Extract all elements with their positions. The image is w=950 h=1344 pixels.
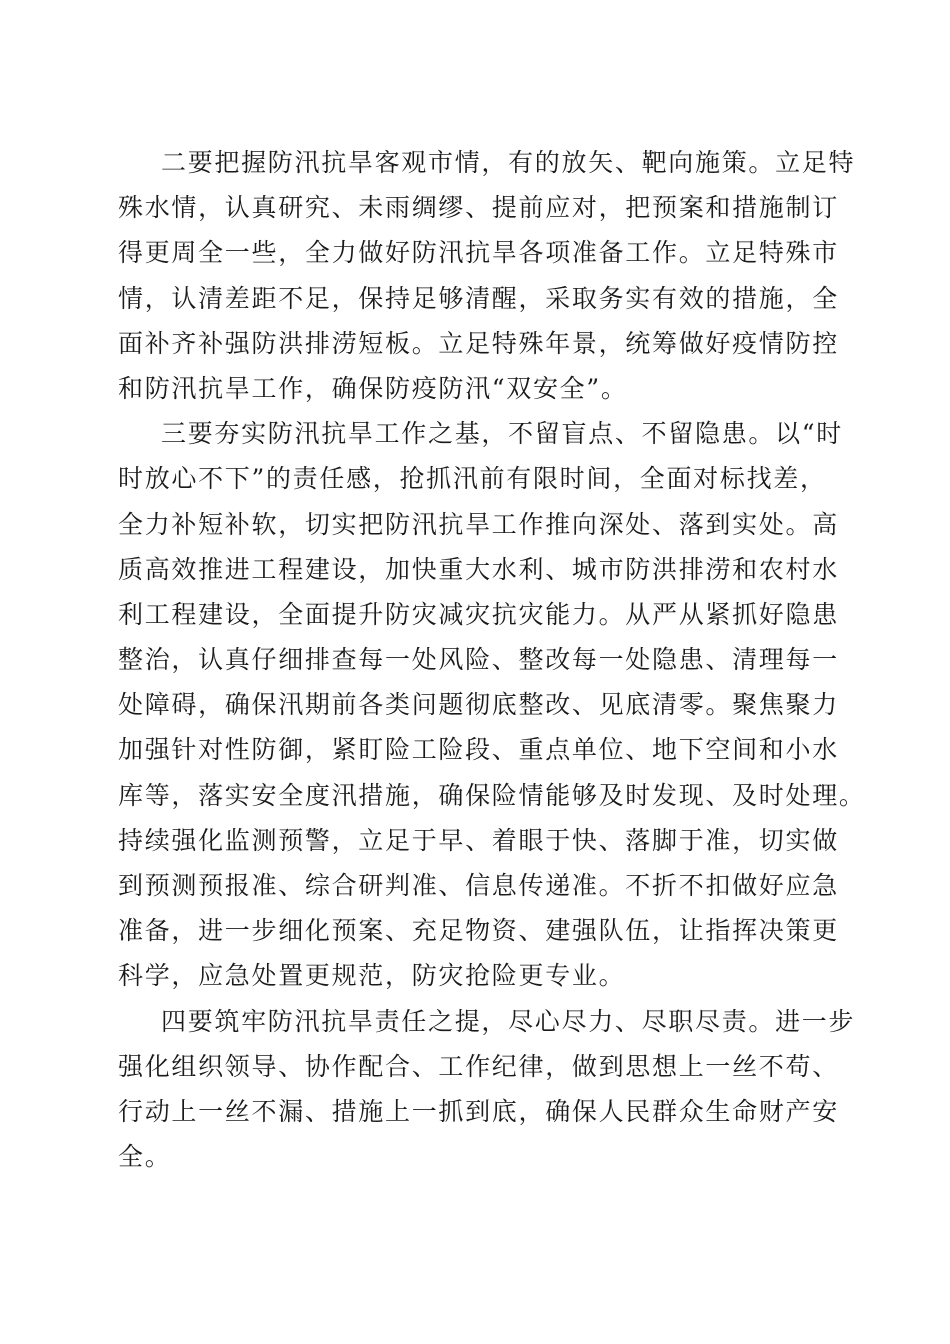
text-line: 行动上一丝不漏、措施上一抓到底，确保人民群众生命财产安 <box>118 1096 839 1126</box>
text-line: 质高效推进工程建设，加快重大水利、城市防洪排涝和农村水 <box>118 554 839 584</box>
text-line: 库等，落实安全度汛措施，确保险情能够及时发现、及时处理。 <box>118 780 866 810</box>
text-line: 时放心不下”的责任感，抢抓汛前有限时间，全面对标找差， <box>118 464 827 494</box>
text-line: 四要筑牢防汛抗旱责任之提，尽心尽力、尽职尽责。进一步 <box>161 1006 856 1036</box>
text-line: 到预测预报准、综合研判准、信息传递准。不折不扣做好应急 <box>118 871 839 900</box>
document-body <box>118 140 866 1179</box>
text-line: 处障碍，确保汛期前各类问题彻底整改、见底清零。聚焦聚力 <box>118 690 839 720</box>
text-line: 三要夯实防汛抗旱工作之基，不留盲点、不留隐患。以“时 <box>161 419 843 449</box>
text-line: 强化组织领导、协作配合、工作纪律，做到思想上一丝不苟、 <box>118 1051 839 1081</box>
text-line: 科学，应急处置更规范，防灾抢险更专业。 <box>118 961 626 991</box>
paragraph-3 <box>118 411 866 998</box>
text-line: 和防汛抗旱工作，确保防疫防汛“双安全”。 <box>118 373 628 403</box>
text-line: 殊水情，认真研究、未雨绸缪、提前应对，把预案和措施制订 <box>118 193 839 223</box>
text-line: 持续强化监测预警，立足于早、着眼于快、落脚于准，切实做 <box>118 825 839 855</box>
text-line: 全。 <box>118 1142 172 1172</box>
text-line: 情，认清差距不足，保持足够清醒，采取务实有效的措施，全 <box>118 283 839 313</box>
text-line: 准备，进一步细化预案、充足物资、建强队伍，让指挥决策更 <box>118 916 839 946</box>
text-line: 得更周全一些，全力做好防汛抗旱各项准备工作。立足特殊市 <box>118 238 839 268</box>
text-line: 全力补短补软，切实把防汛抗旱工作推向深处、落到实处。高 <box>118 509 839 539</box>
paragraph-2 <box>118 140 856 411</box>
text-line: 加强针对性防御，紧盯险工险段、重点单位、地下空间和小水 <box>118 735 839 765</box>
text-line: 面补齐补强防洪排涝短板。立足特殊年景，统筹做好疫情防控 <box>118 328 839 358</box>
text-line: 二要把握防汛抗旱客观市情，有的放矢、靶向施策。立足特 <box>161 148 856 177</box>
paragraph-4 <box>118 999 856 1180</box>
text-line: 利工程建设，全面提升防灾减灾抗灾能力。从严从紧抓好隐患 <box>118 599 839 629</box>
text-line: 整治，认真仔细排查每一处风险、整改每一处隐患、清理每一 <box>118 645 839 675</box>
